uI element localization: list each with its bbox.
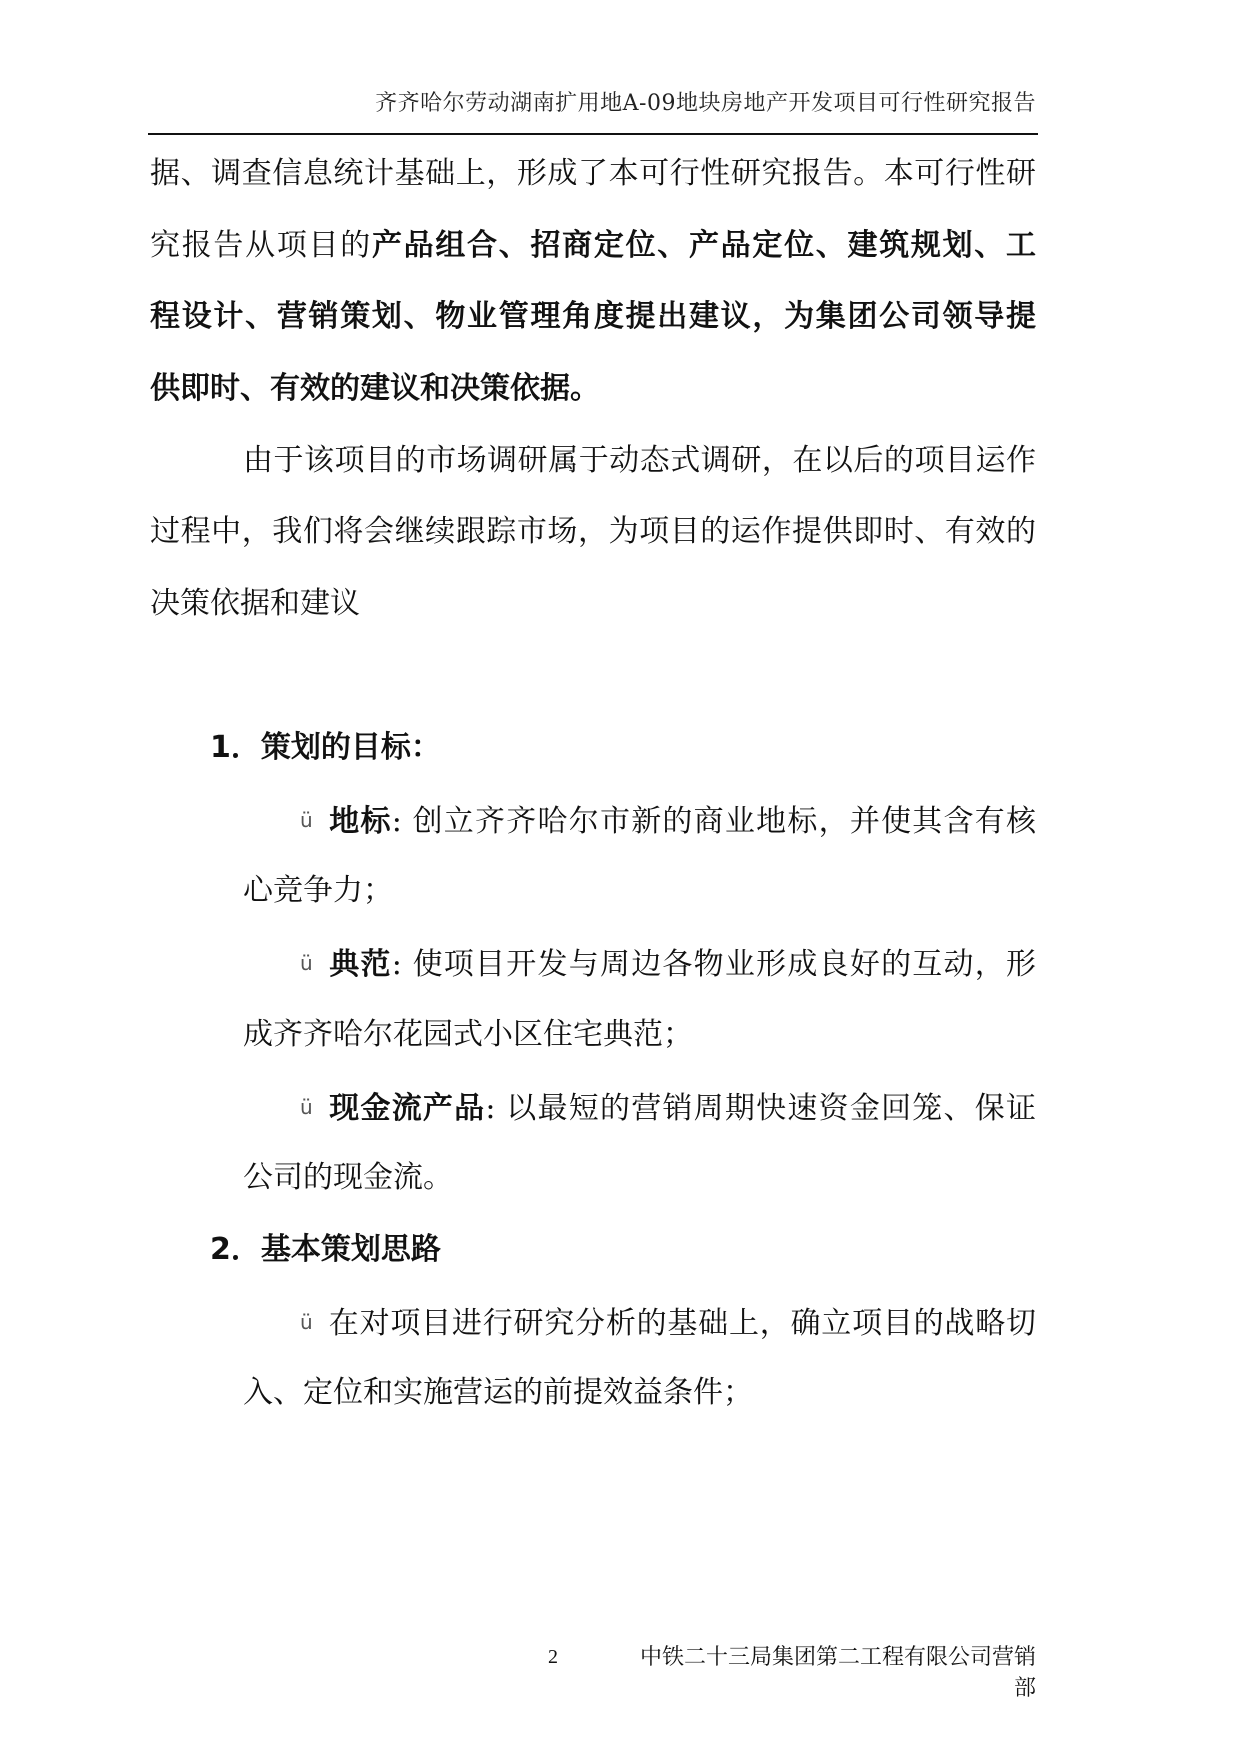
approach-item1-line1 xyxy=(300,1302,1036,1344)
page-number: 2 xyxy=(548,1646,558,1668)
paragraph1-line1: 据、调查信息统计基础上，形成了本可行性研究报告。本可行性研 xyxy=(150,156,1036,191)
section2-heading: 2．基本策划思路 xyxy=(210,1232,441,1267)
paragraph1-line2-bold: 产品组合、招商定位、产品定位、建筑规划、工 xyxy=(371,228,1037,263)
paragraph1-line2-text: 究报告从项目的 xyxy=(150,228,372,263)
checkmark-bullet-icon: ü xyxy=(300,808,313,832)
paragraph1-line3: 程设计、营销策划、物业管理角度提出建议，为集团公司领导提 xyxy=(150,299,1036,334)
paragraph2-line2: 过程中，我们将会继续跟踪市场，为项目的运作提供即时、有效的 xyxy=(150,514,1036,549)
goal-landmark-label: 地标 xyxy=(328,804,392,839)
checkmark-bullet-icon: ü xyxy=(300,951,313,975)
goal-cashflow-text: : 以最短的营销周期快速资金回笼、保证 xyxy=(485,1091,1036,1126)
goal-cashflow-label: 现金流产品 xyxy=(328,1091,486,1126)
footer-organization: 中铁二十三局集团第二工程有限公司营销部 xyxy=(639,1645,1036,1701)
section1-heading: 1．策划的目标： xyxy=(210,730,441,765)
goal-cashflow-line2: 公司的现金流。 xyxy=(243,1160,453,1195)
goal-cashflow-line1 xyxy=(300,1087,1036,1129)
goal-landmark-text: : 创立齐齐哈尔市新的商业地标，并使其含有核 xyxy=(391,804,1036,839)
goal-model-text: : 使项目开发与周边各物业形成良好的互动，形 xyxy=(391,947,1036,982)
paragraph2-line3: 决策依据和建议 xyxy=(150,586,360,621)
goal-landmark-line2: 心竞争力； xyxy=(243,873,393,908)
approach-item1-text: 在对项目进行研究分析的基础上，确立项目的战略切 xyxy=(328,1306,1036,1341)
goal-model-line1 xyxy=(300,943,1036,985)
goal-model-label: 典范 xyxy=(328,947,392,982)
paragraph1-line2 xyxy=(150,226,1036,266)
goal-model-line2: 成齐齐哈尔花园式小区住宅典范； xyxy=(243,1017,693,1052)
approach-item1-line2: 入、定位和实施营运的前提效益条件； xyxy=(243,1375,753,1410)
document-title: 齐齐哈尔劳动湖南扩用地A-09地块房地产开发项目可行性研究报告 xyxy=(375,91,1036,116)
checkmark-bullet-icon: ü xyxy=(300,1310,313,1334)
checkmark-bullet-icon: ü xyxy=(300,1095,313,1119)
paragraph1-line4: 供即时、有效的建议和决策依据。 xyxy=(150,371,600,406)
paragraph2-line1: 由于该项目的市场调研属于动态式调研，在以后的项目运作 xyxy=(243,443,1036,478)
header-divider xyxy=(148,133,1038,135)
goal-landmark-line1 xyxy=(300,800,1036,842)
